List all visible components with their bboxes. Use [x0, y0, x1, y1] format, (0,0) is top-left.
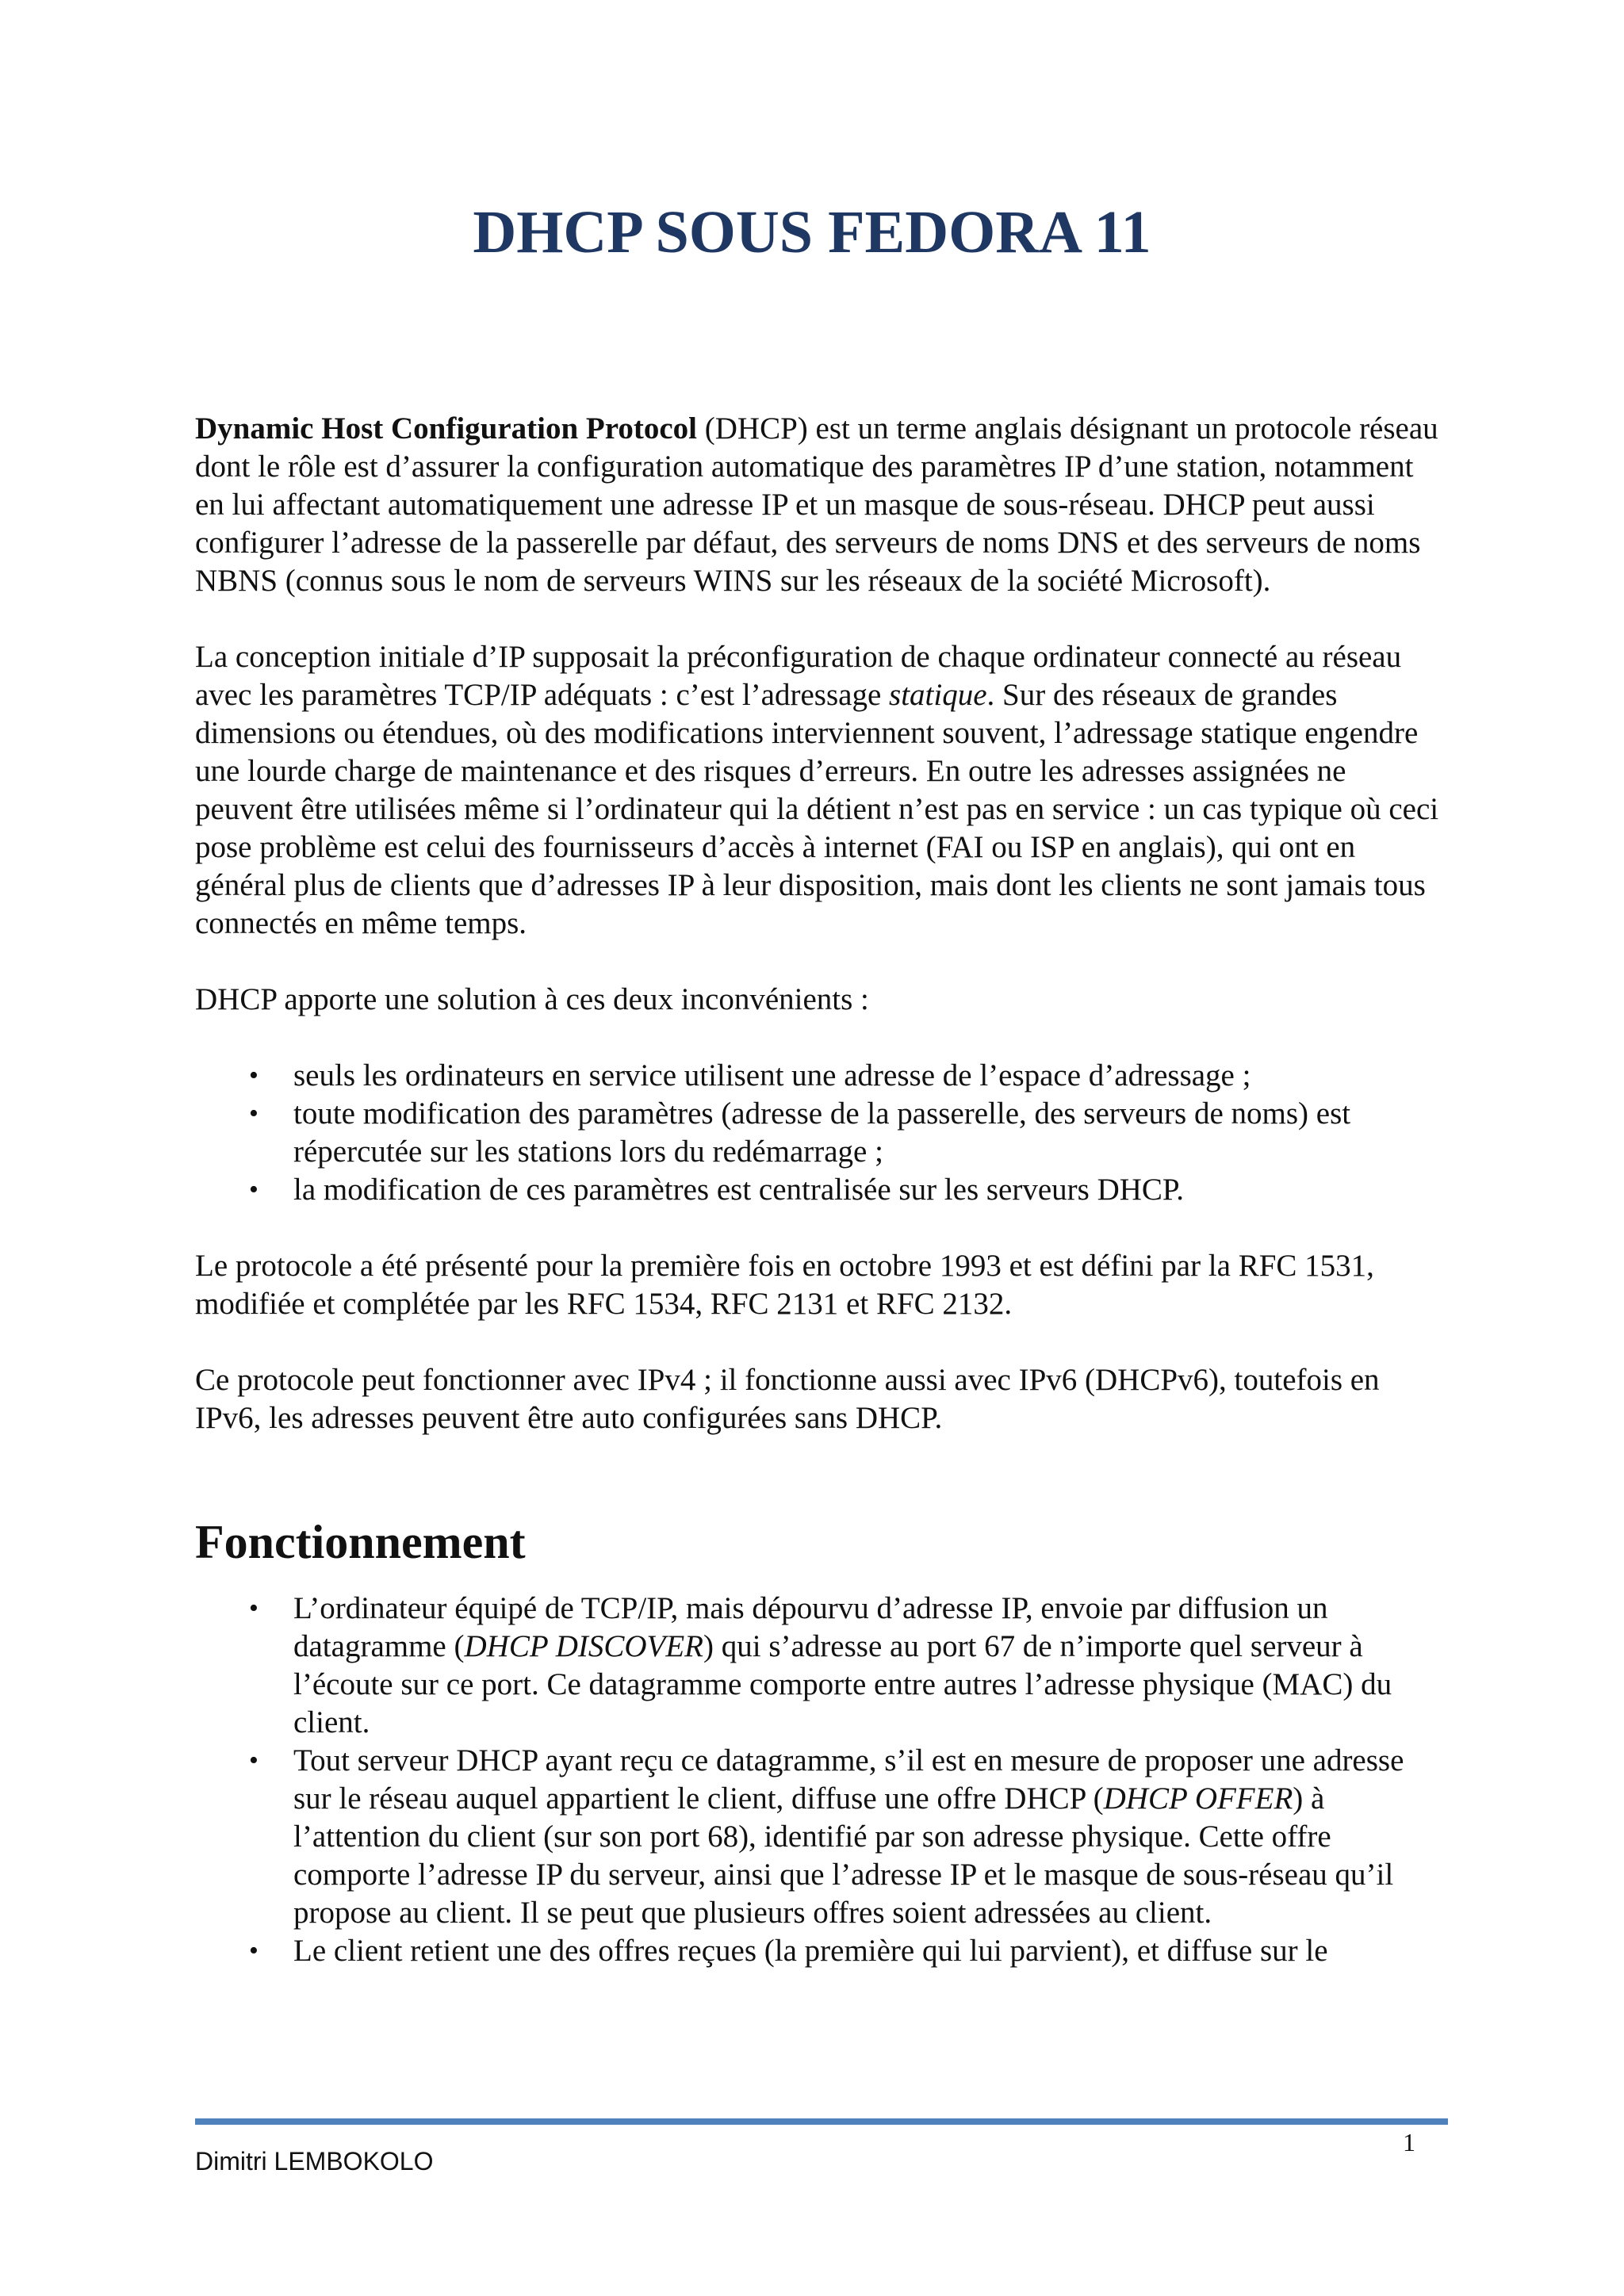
intro-paragraph-1 [195, 410, 1448, 600]
list-item: • Le client retient une des offres reçues (la première qui lui parvient), et diffuse sur le [293, 1932, 1448, 1970]
step-2-text-a: Tout serveur DHCP ayant reçu ce datagramme, s’il est en mesure de proposer une adresse sur le réseau auquel appartient le client, diffuse une offre DHCP ( [293, 1743, 1404, 1816]
intro-paragraph-1-text: (DHCP) est un terme anglais désignant un protocole réseau dont le rôle est d’assurer la configuration automatique des paramètres IP d’une station, notamment en lui affectant automatiquement une adresse IP et un masque de sous-réseau. DHCP peut aussi configurer l’adresse de la passerelle par défaut, des serveurs de noms DNS et des serveurs de noms NBNS (connus sous le nom de serveurs WINS sur les réseaux de la société Microsoft). [195, 411, 1438, 598]
list-item: • toute modification des paramètres (adresse de la passerelle, des serveurs de noms) est répercutée sur les stations lors du redémarrage ; [293, 1095, 1448, 1171]
footer-author: Dimitri LEMBOKOLO [195, 2147, 434, 2175]
intro-paragraph-2 [195, 638, 1448, 943]
intro-paragraph-2-text-a: La conception initiale d’IP supposait la préconfiguration de chaque ordinateur connecté au réseau avec les paramètres TCP/IP adéquats : c’est l’adressage [195, 640, 1402, 712]
document-title: DHCP SOUS FEDORA 11 [473, 199, 1151, 266]
page-number: 1 [1403, 2128, 1415, 2156]
intro-paragraph-2-text-b: . Sur des réseaux de grandes dimensions ou étendues, où des modifications interviennent souvent, l’adressage statique engendre une lourde charge de maintenance et des risques d’erreurs. En outre les adresses assignées ne peuvent être utilisées même si l’ordinateur qui la détient n’est pas en service : un cas typique où ceci pose problème est celui des fournisseurs d’accès à internet (FAI ou ISP en anglais), qui ont en général plus de clients que d’adresses IP à leur disposition, mais dont les clients ne sont jamais tous connectés en même temps. [195, 678, 1439, 940]
list-item: • la modification de ces paramètres est centralisée sur les serveurs DHCP. [293, 1171, 1448, 1209]
operation-steps-list [195, 1590, 1448, 1970]
section-heading: Fonctionnement [195, 1516, 526, 1568]
dhcp-discover-term: DHCP DISCOVER [464, 1629, 703, 1663]
intro-paragraph-4: Le protocole a été présenté pour la première fois en octobre 1993 et est défini par la RFC 1531, modifiée et complétée par les RFC 1534, RFC 2131 et RFC 2132. [195, 1249, 1374, 1321]
list-item: • seuls les ordinateurs en service utilisent une adresse de l’espace d’adressage ; [293, 1057, 1448, 1095]
step-1-text-b: ) qui s’adresse au port 67 de n’importe quel serveur à l’écoute sur ce port. Ce datagramme comporte entre autres l’adresse physique (MAC) du client. [293, 1629, 1392, 1739]
static-term: statique [889, 678, 987, 712]
dhcp-offer-term: DHCP OFFER [1103, 1781, 1293, 1816]
list-item [293, 1742, 1448, 1932]
step-1-text-a: L’ordinateur équipé de TCP/IP, mais dépourvu d’adresse IP, envoie par diffusion un datagramme ( [293, 1591, 1328, 1663]
intro-paragraph-5: Ce protocole peut fonctionner avec IPv4 ; il fonctionne aussi avec IPv6 (DHCPv6), toutefois en IPv6, les adresses peuvent être auto configurées sans DHCP. [195, 1363, 1380, 1435]
advantages-list [195, 1057, 1448, 1209]
intro-paragraph-3: DHCP apporte une solution à ces deux inconvénients : [195, 982, 869, 1016]
protocol-name: Dynamic Host Configuration Protocol [195, 411, 697, 446]
step-2-text-b: ) à l’attention du client (sur son port 68), identifié par son adresse physique. Cette offre comporte l’adresse IP du serveur, ainsi que l’adresse IP et le masque de sous-réseau qu’il propose au client. Il se peut que plusieurs offres soient adressées au client. [293, 1781, 1394, 1930]
footer-divider [195, 2118, 1448, 2125]
document-body [195, 410, 1448, 1970]
list-item [293, 1590, 1448, 1742]
